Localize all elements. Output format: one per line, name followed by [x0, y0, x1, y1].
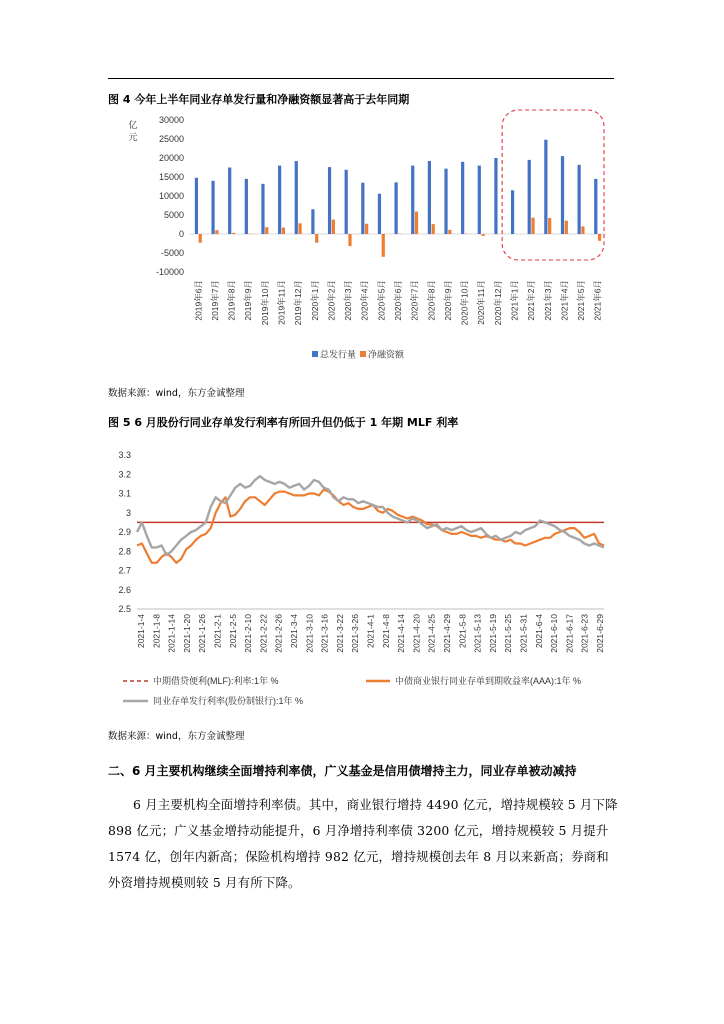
x-tick-label: 2021-3-26: [350, 614, 361, 653]
bar-net-financing: [348, 234, 351, 246]
x-tick-label: 2020年9月: [442, 280, 453, 321]
bar-total-issuance: [461, 162, 464, 234]
x-tick-label: 2019年12月: [293, 280, 304, 326]
x-tick-label: 2021-6-17: [564, 614, 575, 653]
x-tick-label: 2020年6月: [393, 280, 403, 321]
x-tick-label: 2021-2-22: [258, 614, 269, 653]
x-tick-label: 2021-4-20: [411, 614, 422, 653]
y-axis-label: 元: [128, 132, 138, 142]
bar-net-financing: [415, 212, 418, 234]
y-tick-label: 2.9: [118, 527, 131, 537]
x-tick-label: 2021年2月: [526, 280, 537, 321]
y-tick-label: 0: [178, 229, 184, 239]
legend-swatch-net: [360, 351, 366, 357]
bar-net-financing: [282, 228, 285, 234]
x-tick-label: 2021-3-16: [319, 614, 330, 653]
x-tick-label: 2019年6月: [193, 280, 204, 321]
bar-net-financing: [598, 234, 601, 241]
x-tick-label: 2021年1月: [509, 280, 520, 321]
figure4-source: 数据来源：wind，东方金诚整理: [108, 388, 245, 399]
x-tick-label: 2021-1-26: [197, 614, 208, 653]
x-tick-label: 2019年9月: [243, 280, 254, 321]
chart1-issuance-bar-chart: [128, 110, 606, 360]
x-tick-label: 2020年8月: [426, 280, 437, 321]
x-tick-label: 2021-2-26: [273, 614, 284, 653]
legend-label-net: 净融资额: [368, 349, 405, 360]
joint-stock-ncd-rate-line: [137, 476, 604, 555]
bar-net-financing: [265, 227, 268, 234]
bar-net-financing: [548, 218, 551, 234]
highlight-2021-box: [502, 110, 604, 260]
bar-net-financing: [232, 233, 235, 234]
bar-total-issuance: [511, 190, 514, 234]
x-tick-label: 2021年5月: [576, 280, 587, 321]
bar-total-issuance: [594, 179, 597, 234]
bar-total-issuance: [295, 161, 298, 234]
x-tick-label: 2020年2月: [326, 280, 337, 321]
x-tick-label: 2021年3月: [542, 280, 553, 321]
bar-total-issuance: [195, 178, 198, 234]
bar-total-issuance: [211, 181, 214, 234]
x-tick-label: 2020年7月: [409, 280, 420, 321]
legend-ncd-rate-label: 同业存单发行利率(股份制银行):1年 %: [153, 696, 304, 706]
x-tick-label: 2021-5-13: [472, 614, 483, 653]
y-tick-label: 10000: [158, 191, 184, 201]
bar-total-issuance: [328, 167, 331, 234]
y-tick-label: 15000: [158, 172, 184, 182]
bar-net-financing: [382, 234, 385, 257]
bar-total-issuance: [395, 182, 398, 234]
figure4-title: 图 4 今年上半年同业存单发行量和净融资额显著高于去年同期: [108, 93, 410, 106]
x-tick-label: 2021-5-25: [503, 614, 514, 653]
x-tick-label: 2021-5-19: [487, 614, 498, 653]
bar-total-issuance: [311, 209, 314, 234]
x-tick-label: 2019年11月: [276, 280, 287, 325]
x-tick-label: 2020年1月: [309, 280, 320, 321]
x-tick-label: 2021-5-31: [518, 614, 529, 653]
section-heading: 二、6 月主要机构继续全面增持利率债，广义基金是信用债增持主力，同业存单被动减持: [108, 764, 577, 778]
x-tick-label: 2020年4月: [359, 280, 370, 321]
y-tick-label: -10000: [155, 267, 184, 277]
x-tick-label: 2020年10月: [459, 280, 470, 326]
bar-total-issuance: [228, 168, 231, 235]
bar-net-financing: [298, 223, 301, 234]
x-tick-label: 2021-2-5: [227, 614, 238, 649]
bar-net-financing: [565, 221, 568, 234]
bar-total-issuance: [544, 140, 547, 234]
bar-total-issuance: [578, 165, 581, 234]
y-tick-label: 2.6: [118, 584, 131, 595]
y-tick-label: 30000: [158, 115, 184, 125]
y-tick-label: 3: [125, 507, 131, 518]
y-tick-label: 2.7: [118, 565, 131, 576]
x-tick-label: 2020年5月: [376, 280, 387, 321]
x-tick-label: 2021-3-10: [304, 614, 315, 653]
x-tick-label: 2021-4-1: [365, 614, 376, 649]
x-tick-label: 2021-1-4: [136, 614, 146, 649]
y-tick-label: -5000: [160, 248, 184, 258]
bar-net-financing: [199, 234, 202, 243]
figure5-source: 数据来源：wind，东方金诚整理: [108, 731, 245, 742]
x-tick-label: 2021-2-10: [243, 614, 254, 653]
bar-net-financing: [581, 226, 584, 234]
y-axis-label: 亿: [128, 120, 138, 130]
y-tick-label: 20000: [158, 153, 184, 163]
x-tick-label: 2021-5-8: [457, 614, 468, 649]
x-tick-label: 2021年4月: [559, 280, 570, 321]
x-tick-label: 2021-1-20: [181, 614, 192, 653]
y-tick-label: 25000: [158, 134, 184, 144]
y-tick-label: 3.1: [118, 488, 131, 499]
bar-net-financing: [482, 234, 485, 236]
x-tick-label: 2019年8月: [226, 280, 237, 321]
x-tick-label: 2021-1-14: [166, 614, 177, 653]
bar-total-issuance: [411, 166, 414, 234]
y-tick-label: 3.2: [118, 469, 131, 480]
bar-total-issuance: [428, 161, 431, 234]
x-tick-label: 2020年12月: [492, 279, 503, 326]
y-tick-label: 5000: [163, 210, 184, 220]
y-tick-label: 3.3: [118, 450, 131, 460]
x-tick-label: 2019年10月: [259, 280, 270, 326]
figure5-title: 图 5 6 月股份行同业存单发行利率有所回升但仍低于 1 年期 MLF 利率: [108, 416, 459, 429]
bar-total-issuance: [494, 158, 497, 234]
bar-total-issuance: [478, 166, 481, 234]
bar-net-financing: [365, 224, 368, 234]
bar-total-issuance: [561, 156, 564, 234]
x-tick-label: 2021-4-8: [380, 614, 391, 649]
x-tick-label: 2021-2-1: [212, 614, 223, 649]
x-tick-label: 2021-3-4: [289, 614, 299, 649]
bar-total-issuance: [378, 194, 381, 234]
section-paragraph: 6 月主要机构全面增持利率债。其中，商业银行增持 4490 亿元，增持规模较 5 月下降 898 亿元；广义基金增持动能提升，6 月净增持利率债 3200 亿元，增持规模较 5 月提升 1574 亿，创年内新高；保险机构增持 982 亿元，增持规模创去年 8 月以来新高；券商和外资增持规模则较 5 月有所下降。: [108, 797, 618, 890]
x-tick-label: 2021年6月: [592, 280, 603, 321]
x-tick-label: 2021-6-10: [549, 614, 560, 653]
x-tick-label: 2021-4-25: [426, 614, 437, 653]
x-tick-label: 2021-3-22: [334, 614, 345, 653]
x-tick-label: 2021-6-23: [579, 614, 590, 653]
bar-net-financing: [432, 224, 435, 234]
bar-net-financing: [531, 218, 534, 234]
x-tick-label: 2020年11月: [476, 280, 487, 325]
bar-total-issuance: [261, 184, 264, 234]
x-tick-label: 2021-6-4: [533, 614, 544, 649]
bar-net-financing: [332, 220, 335, 234]
legend-label-total: 总发行量: [320, 349, 357, 360]
y-tick-label: 2.5: [118, 604, 131, 614]
x-tick-label: 2021-1-8: [151, 614, 162, 649]
bar-net-financing: [215, 230, 218, 234]
bar-total-issuance: [528, 160, 531, 234]
bar-net-financing: [315, 234, 318, 243]
bar-total-issuance: [444, 169, 447, 234]
x-tick-label: 2020年3月: [343, 280, 354, 321]
x-tick-label: 2021-4-14: [396, 614, 407, 653]
bar-total-issuance: [245, 179, 248, 234]
y-tick-label: 2.8: [118, 546, 131, 557]
bar-total-issuance: [361, 183, 364, 234]
x-tick-label: 2021-4-29: [442, 614, 452, 653]
legend-ncd-yield-label: 中债商业银行同业存单到期收益率(AAA):1年 %: [395, 676, 582, 686]
legend-swatch-total: [312, 351, 318, 357]
bar-total-issuance: [278, 166, 281, 234]
bar-net-financing: [448, 230, 451, 234]
x-tick-label: 2019年7月: [209, 280, 220, 321]
bar-total-issuance: [345, 170, 348, 234]
legend-mlf-label: 中期借贷便利(MLF):利率:1年 %: [153, 676, 279, 686]
chart2-rate-line-chart: [118, 450, 605, 706]
x-tick-label: 2021-6-29: [595, 614, 605, 653]
